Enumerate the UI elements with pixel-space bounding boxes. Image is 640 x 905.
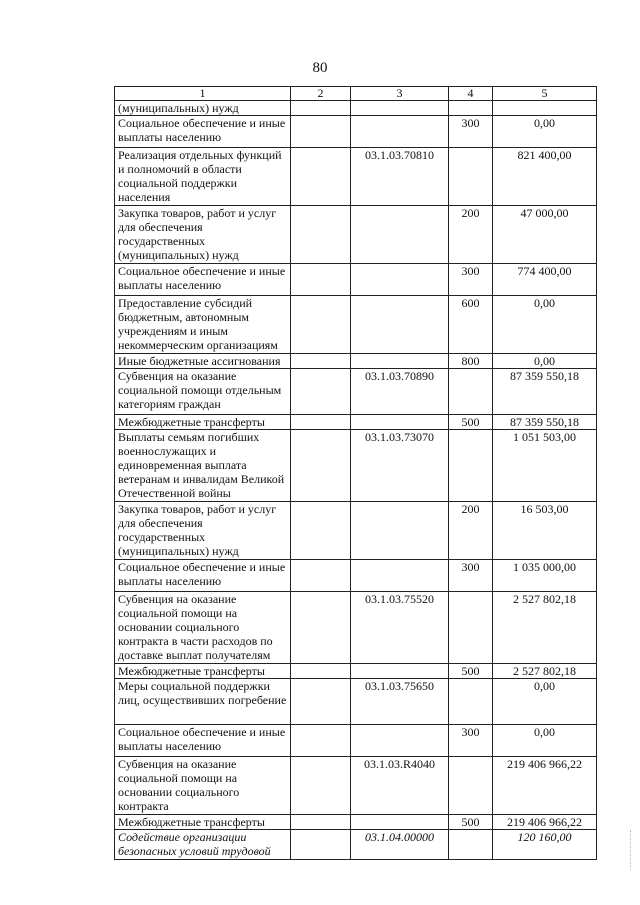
row-code-cell (351, 264, 449, 296)
row-sum-cell: 2 527 802,18 (493, 664, 597, 679)
row-vr-cell (449, 592, 493, 664)
table-row (115, 815, 597, 830)
row-code-cell: 03.1.03.70810 (351, 148, 449, 206)
row-code-cell: 03.1.03.75650 (351, 679, 449, 725)
row-sum-cell: 0,00 (493, 116, 597, 148)
table-row (115, 296, 597, 354)
row-vr-cell: 800 (449, 354, 493, 369)
header-cell-3: 3 (351, 87, 449, 101)
row-sum-cell: 0,00 (493, 296, 597, 354)
row-name-cell: Меры социальной поддержки лиц, осуществивших погребение (115, 679, 291, 725)
row-name-cell: Закупка товаров, работ и услуг для обеспечения государственных (муниципальных) нужд (115, 502, 291, 560)
row-col2-cell (291, 369, 351, 415)
row-vr-cell (449, 830, 493, 860)
row-col2-cell (291, 560, 351, 592)
row-code-cell (351, 502, 449, 560)
row-vr-cell: 500 (449, 415, 493, 430)
row-name-cell: Выплаты семьям погибших военнослужащих и единовременная выплата ветеранам и инвалидам Великой Отечественной войны (115, 430, 291, 502)
header-cell-1: 1 (115, 87, 291, 101)
row-name-cell: Социальное обеспечение и иные выплаты населению (115, 116, 291, 148)
scan-edge-mark (630, 830, 634, 870)
row-vr-cell: 300 (449, 264, 493, 296)
row-code-cell (351, 116, 449, 148)
row-vr-cell (449, 148, 493, 206)
row-code-cell (351, 296, 449, 354)
row-sum-cell: 0,00 (493, 725, 597, 757)
row-col2-cell (291, 664, 351, 679)
row-code-cell (351, 664, 449, 679)
row-name-cell: Межбюджетные трансферты (115, 415, 291, 430)
row-vr-cell (449, 757, 493, 815)
row-sum-cell: 774 400,00 (493, 264, 597, 296)
table-row (115, 502, 597, 560)
table-row (115, 757, 597, 815)
row-name-cell: Социальное обеспечение и иные выплаты населению (115, 264, 291, 296)
row-sum-cell: 87 359 550,18 (493, 415, 597, 430)
table-row (115, 116, 597, 148)
row-code-cell: 03.1.03.73070 (351, 430, 449, 502)
table-row (115, 354, 597, 369)
row-sum-cell: 1 035 000,00 (493, 560, 597, 592)
table-row (115, 560, 597, 592)
row-vr-cell: 300 (449, 560, 493, 592)
table-row (115, 592, 597, 664)
row-code-cell (351, 415, 449, 430)
row-name-cell: Предоставление субсидий бюджетным, автономным учреждениям и иным некоммерческим организациям (115, 296, 291, 354)
table-row (115, 415, 597, 430)
row-vr-cell (449, 430, 493, 502)
row-col2-cell (291, 430, 351, 502)
row-sum-cell: 87 359 550,18 (493, 369, 597, 415)
row-vr-cell: 300 (449, 725, 493, 757)
row-code-cell (351, 560, 449, 592)
page-number: 80 (312, 60, 328, 76)
row-col2-cell (291, 296, 351, 354)
row-code-cell: 03.1.03.70890 (351, 369, 449, 415)
row-name-cell: Межбюджетные трансферты (115, 664, 291, 679)
row-sum-cell (493, 101, 597, 116)
row-col2-cell (291, 116, 351, 148)
row-col2-cell (291, 502, 351, 560)
table-row (115, 830, 597, 860)
row-code-cell (351, 101, 449, 116)
row-sum-cell: 219 406 966,22 (493, 757, 597, 815)
row-name-cell: Реализация отдельных функций и полномочий в области социальной поддержки населения (115, 148, 291, 206)
row-sum-cell: 821 400,00 (493, 148, 597, 206)
row-col2-cell (291, 354, 351, 369)
table-row (115, 148, 597, 206)
row-col2-cell (291, 725, 351, 757)
row-vr-cell: 200 (449, 502, 493, 560)
row-name-cell: Закупка товаров, работ и услуг для обеспечения государственных (муниципальных) нужд (115, 206, 291, 264)
row-code-cell (351, 725, 449, 757)
table-row (115, 206, 597, 264)
header-cell-5: 5 (493, 87, 597, 101)
table-row (115, 369, 597, 415)
row-code-cell (351, 815, 449, 830)
row-code-cell (351, 354, 449, 369)
table-row (115, 101, 597, 116)
row-col2-cell (291, 148, 351, 206)
row-col2-cell (291, 415, 351, 430)
row-col2-cell (291, 264, 351, 296)
row-vr-cell (449, 679, 493, 725)
row-sum-cell: 0,00 (493, 679, 597, 725)
row-sum-cell: 16 503,00 (493, 502, 597, 560)
row-name-cell: Социальное обеспечение и иные выплаты населению (115, 560, 291, 592)
table-row (115, 430, 597, 502)
row-vr-cell: 600 (449, 296, 493, 354)
row-vr-cell: 300 (449, 116, 493, 148)
row-code-cell: 03.1.04.00000 (351, 830, 449, 860)
row-vr-cell: 200 (449, 206, 493, 264)
row-col2-cell (291, 757, 351, 815)
header-cell-4: 4 (449, 87, 493, 101)
row-col2-cell (291, 592, 351, 664)
row-name-cell: (муниципальных) нужд (115, 101, 291, 116)
row-name-cell: Межбюджетные трансферты (115, 815, 291, 830)
header-cell-2: 2 (291, 87, 351, 101)
table-row (115, 725, 597, 757)
row-col2-cell (291, 679, 351, 725)
table-row (115, 679, 597, 725)
budget-table (114, 86, 597, 860)
row-col2-cell (291, 206, 351, 264)
row-name-cell: Иные бюджетные ассигнования (115, 354, 291, 369)
row-vr-cell (449, 101, 493, 116)
table-row (115, 664, 597, 679)
row-col2-cell (291, 830, 351, 860)
row-sum-cell: 0,00 (493, 354, 597, 369)
row-sum-cell: 120 160,00 (493, 830, 597, 860)
row-vr-cell (449, 369, 493, 415)
table-row (115, 264, 597, 296)
row-code-cell: 03.1.03.R4040 (351, 757, 449, 815)
row-name-cell: Социальное обеспечение и иные выплаты населению (115, 725, 291, 757)
row-name-cell: Содействие организации безопасных условий трудовой (115, 830, 291, 860)
table-header-row (115, 87, 597, 101)
row-sum-cell: 219 406 966,22 (493, 815, 597, 830)
row-vr-cell: 500 (449, 815, 493, 830)
row-sum-cell: 1 051 503,00 (493, 430, 597, 502)
row-code-cell: 03.1.03.75520 (351, 592, 449, 664)
row-col2-cell (291, 815, 351, 830)
row-sum-cell: 47 000,00 (493, 206, 597, 264)
row-col2-cell (291, 101, 351, 116)
row-name-cell: Субвенция на оказание социальной помощи на основании социального контракта (115, 757, 291, 815)
row-vr-cell: 500 (449, 664, 493, 679)
row-name-cell: Субвенция на оказание социальной помощи отдельным категориям граждан (115, 369, 291, 415)
row-name-cell: Субвенция на оказание социальной помощи на основании социального контракта в части расходов по доставке выплат получателям (115, 592, 291, 664)
row-code-cell (351, 206, 449, 264)
row-sum-cell: 2 527 802,18 (493, 592, 597, 664)
